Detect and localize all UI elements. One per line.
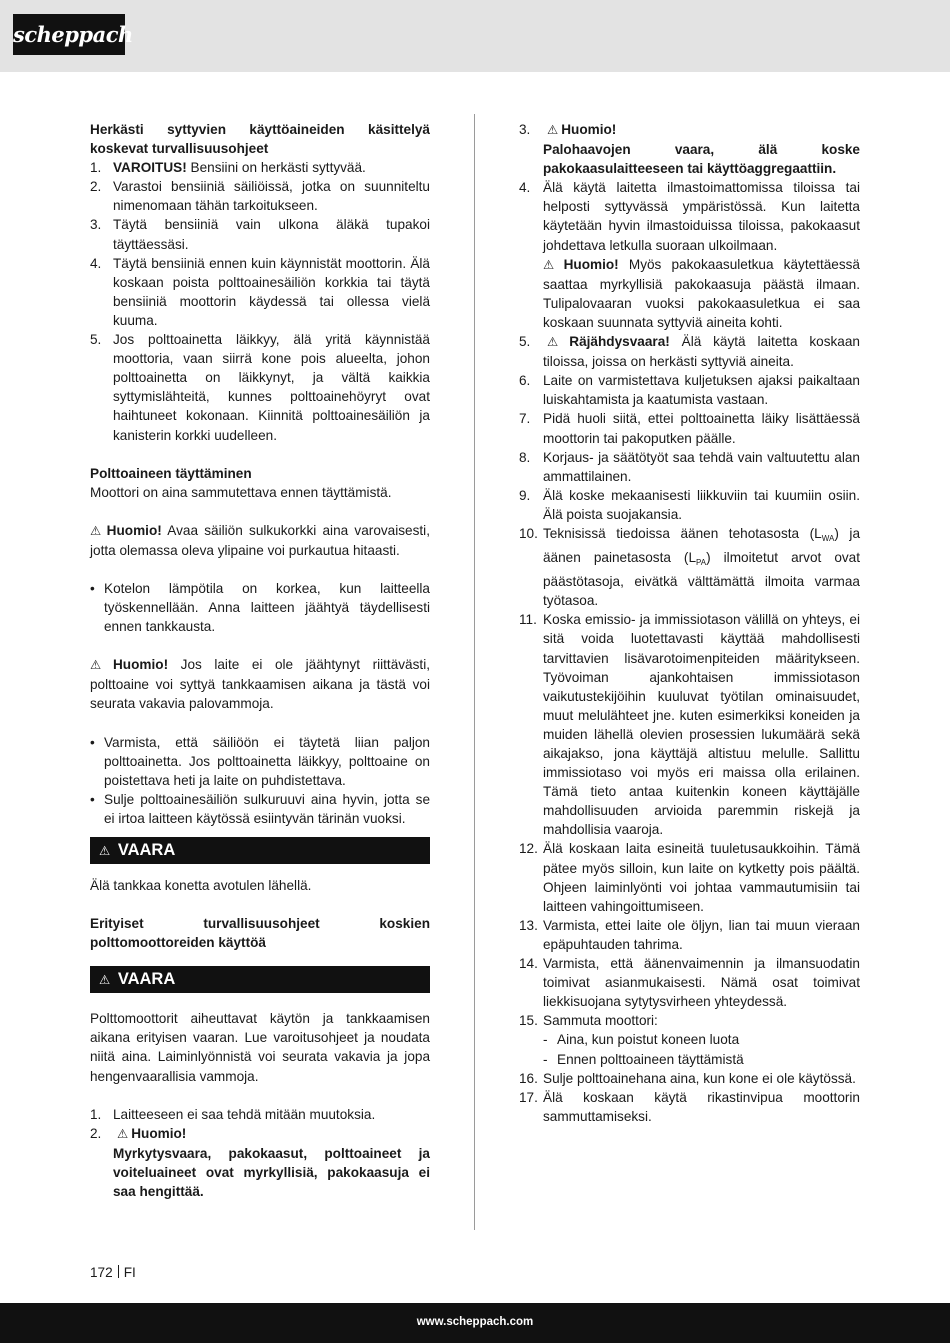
page-separator bbox=[118, 1265, 119, 1278]
danger-label: VAARA bbox=[117, 841, 176, 859]
item-body: Sammuta moottori: bbox=[543, 1013, 658, 1029]
item-text bbox=[543, 524, 860, 610]
list-item bbox=[519, 178, 860, 332]
item-lead: VAROITUS! bbox=[113, 160, 187, 176]
item-number: 12. bbox=[519, 841, 538, 857]
item-text bbox=[543, 120, 860, 178]
bullet-dot-icon: • bbox=[90, 791, 95, 807]
danger-text: Älä tankkaa konetta avotulen lähellä. bbox=[90, 878, 312, 893]
item-number: 13. bbox=[519, 917, 538, 933]
item-number: 4. bbox=[519, 180, 531, 196]
list-item bbox=[519, 1011, 860, 1068]
item-text-part: ) ilmoitetut arvot ovat päästötasoja, eivätkä välttämättä ilmoita varmaa työtasoa. bbox=[543, 550, 861, 609]
list-item bbox=[519, 524, 860, 610]
item-body: Myrkytysvaara, pakokaasut, polttoaineet ja voiteluaineet ovat myrkyllisiä, pakokaasuja ei saa hengittää. bbox=[113, 1145, 430, 1200]
bullet-text: Varmista, että säiliöön ei täytetä liian paljon polttoainetta. Jos polttoainetta läikkyy, polttoaine on poistettava heti ja laite on puhdistettava. bbox=[104, 734, 430, 788]
sub-item bbox=[543, 1050, 860, 1069]
item-number: 11. bbox=[519, 612, 537, 628]
footer-band bbox=[0, 1303, 950, 1343]
item-body-2: Myös pakokaasuletkua käytettäessä saattaa myrkyllisiä pakokaasuja päästä ilmaan. Tulipalovaaran vuoksi pakokaasuletkua ei saa koskaan suunnata syttyviä aineita kohti. bbox=[543, 256, 860, 330]
item-number: 3. bbox=[519, 122, 531, 137]
item-text: Jos polttoainetta läikkyy, älä yritä käynnistää moottoria, vaan siirrä kone pois alueelta, johon polttoainetta on läikkynyt, ja vältä kaikkia syttymislähteitä, kunnes polttoainehöyryt ovat haihtuneet kokonaan. Kiinnitä polttoainesäiliön ja kanisterin korkki uudelleen. bbox=[113, 332, 430, 443]
list-item bbox=[519, 120, 860, 178]
list-item bbox=[90, 330, 430, 445]
item-number: 8. bbox=[519, 449, 531, 465]
item-text: Varmista, ettei laite ole öljyn, lian tai muun vieraan epäpuhtauden tahrima. bbox=[543, 917, 860, 952]
bullet-dot-icon: • bbox=[90, 580, 95, 596]
column-divider bbox=[474, 114, 475, 1230]
item-body: Bensiini on herkästi syttyvää. bbox=[186, 160, 366, 176]
subscript-pa: PA bbox=[696, 558, 707, 568]
warning-paragraph bbox=[90, 655, 430, 713]
item-number: 2. bbox=[90, 179, 102, 195]
item-text: Täytä bensiiniä ennen kuin käynnistät moottorin. Älä koskaan poista polttoainesäiliön korkkia tai täytä bensiiniä moottorin käydessä tai ollessa vielä kuuma. bbox=[113, 255, 430, 328]
bullet-item bbox=[90, 733, 430, 790]
dash-icon: - bbox=[543, 1051, 548, 1067]
item-body: Palohaavojen vaara, älä koske pakokaasulaitteeseen tai käyttöaggregaattiin. bbox=[543, 142, 860, 177]
list-item bbox=[519, 486, 860, 524]
bullet-text: Sulje polttoainesäiliön sulkuruuvi aina hyvin, jotta se ei irtoa laitteen käytössä esiintyvän tärinän vuoksi. bbox=[104, 791, 430, 826]
bullet-dot-icon: • bbox=[90, 734, 95, 750]
item-text: Älä koskaan käytä rikastinvipua moottorin sammuttamiseksi. bbox=[543, 1089, 860, 1124]
list-item bbox=[90, 215, 430, 253]
warning-text: Jos laite ei ole jäähtynyt riittävästi, polttoaine voi syttyä tankkaamisen aikana ja tästä voi seurata vakavia palovammoja. bbox=[90, 657, 430, 712]
warning-triangle-icon: ⚠ bbox=[99, 973, 111, 988]
item-text bbox=[543, 332, 860, 371]
flammable-list bbox=[90, 158, 430, 444]
item-text: Varastoi bensiiniä säiliöissä, jotka on suunniteltu nimenomaan tähän tarkoitukseen. bbox=[113, 179, 430, 214]
bullet-item bbox=[90, 790, 430, 828]
item-text: Laitteeseen ei saa tehdä mitään muutoksia. bbox=[113, 1106, 376, 1122]
item-number: 4. bbox=[90, 255, 102, 271]
item-text-part: Teknisissä tiedoissa äänen tehotasosta (L bbox=[543, 525, 822, 541]
danger-banner bbox=[90, 837, 430, 864]
list-item bbox=[90, 1105, 430, 1124]
danger-banner bbox=[90, 966, 430, 993]
item-body: Älä käytä laitetta koskaan tiloissa, joissa on herkästi syttyviä aineita. bbox=[543, 334, 860, 370]
item-text: Pidä huoli siitä, ettei polttoainetta läiky lisättäessä moottorin tai pakoputken päälle. bbox=[543, 411, 860, 446]
item-text: Koska emissio- ja immissiotason välillä on yhteys, ei sitä voida luotettavasti käyttää mahdollisesti tarvittavien lisävarotoimenpiteiden määritykseen. Työvoiman ajankohtaisen immissiotason vaikutustekijöihin kuuluvat työtilan ominaisuudet, muut melulähteet jne. kuten esimerkiksi koneiden ja muiden lähellä olevien prosessien lukumäärä sekä aikajakso, jona käyttäjä altistuu melulle. Sallittu immissiotaso voi myös eri maissa olla erilainen. Tämä tieto antaa kuitenkin koneen käyttäjälle mahdollisuuden arvioida paremmin riskejä ja mahdollisia vaaroja. bbox=[543, 612, 860, 838]
warning-lead: Huomio! bbox=[112, 657, 169, 673]
item-number: 3. bbox=[90, 217, 102, 233]
item-text bbox=[543, 1011, 860, 1068]
item-number: 7. bbox=[519, 411, 531, 427]
warning-triangle-icon: ⚠ bbox=[543, 257, 561, 272]
item-text: Korjaus- ja säätötyöt saa tehdä vain valtuutettu alan ammattilainen. bbox=[543, 449, 860, 484]
item-number: 10. bbox=[519, 525, 538, 541]
list-item bbox=[90, 254, 430, 330]
section-title-combustion: Erityiset turvallisuusohjeet koskien polttomoottoreiden käyttöä bbox=[90, 916, 430, 951]
item-number: 6. bbox=[519, 373, 531, 389]
item-text: Varmista, että äänenvaimennin ja ilmansuodatin toimivat asianmukaisesti. Nämä osat toimivat liekkisuojana sytytysvirheen yhteydessä. bbox=[543, 956, 860, 1010]
item-number: 9. bbox=[519, 487, 531, 503]
page-number bbox=[90, 1265, 136, 1280]
item-number: 1. bbox=[90, 160, 102, 176]
warning-triangle-icon: ⚠ bbox=[547, 123, 559, 137]
item-number: 5. bbox=[90, 332, 102, 348]
item-number: 1. bbox=[90, 1106, 102, 1122]
item-number: 2. bbox=[90, 1125, 102, 1141]
header-band bbox=[0, 0, 950, 72]
item-text bbox=[543, 178, 860, 332]
item-number: 15. bbox=[519, 1013, 538, 1029]
item-number: 16. bbox=[519, 1070, 538, 1086]
scheppach-logo: scheppach bbox=[13, 14, 125, 55]
item-lead: Huomio! bbox=[563, 256, 619, 272]
sub-item-text: Aina, kun poistut koneen luota bbox=[557, 1032, 740, 1048]
page-number-value: 172 bbox=[90, 1265, 113, 1280]
warning-triangle-icon: ⚠ bbox=[547, 335, 567, 350]
warning-text: Avaa säiliön sulkukorkki aina varovaisesti, jotta olemassa oleva ylipaine voi purkautua hitaasti. bbox=[90, 522, 430, 558]
item-text bbox=[113, 1124, 430, 1201]
list-item bbox=[519, 916, 860, 954]
bullet-text: Kotelon lämpötila on korkea, kun laitteella työskennellään. Anna laitteen jäähtyä täydellisesti ennen tankkausta. bbox=[104, 580, 430, 635]
list-item bbox=[519, 1088, 860, 1126]
list-item bbox=[519, 371, 860, 409]
list-item bbox=[90, 177, 430, 215]
warning-triangle-icon: ⚠ bbox=[99, 844, 111, 858]
item-number: 14. bbox=[519, 956, 538, 972]
danger-text: Polttomoottorit aiheuttavat käytön ja tankkaamisen aikana erityisen vaaran. Lue varoitusohjeet ja noudata niitä aina. Laiminlyönnistä voi seurata vakavia ja jopa hengenvaarallisia vammoja. bbox=[90, 1011, 430, 1084]
warning-paragraph bbox=[90, 521, 430, 560]
section-title-flammable: Herkästi syttyvien käyttöaineiden käsittelyä koskevat turvallisuusohjeet bbox=[90, 122, 430, 157]
danger-label: VAARA bbox=[117, 970, 176, 989]
item-text: Täytä bensiiniä vain ulkona äläkä tupakoi täyttäessäsi. bbox=[113, 217, 430, 252]
list-item bbox=[519, 332, 860, 371]
warning-triangle-icon: ⚠ bbox=[90, 523, 104, 538]
item-number: 5. bbox=[519, 334, 531, 350]
right-column bbox=[519, 120, 860, 1126]
item-lead: Huomio! bbox=[561, 122, 617, 137]
list-item bbox=[519, 448, 860, 486]
warning-triangle-icon: ⚠ bbox=[117, 1126, 129, 1141]
list-item bbox=[519, 409, 860, 447]
sub-item bbox=[543, 1030, 860, 1049]
bullet-item bbox=[90, 579, 430, 636]
left-column bbox=[90, 120, 430, 1201]
list-item bbox=[519, 1069, 860, 1088]
warning-triangle-icon: ⚠ bbox=[90, 658, 110, 673]
item-number: 17. bbox=[519, 1089, 538, 1105]
item-text: Sulje polttoainehana aina, kun kone ei ole käytössä. bbox=[543, 1070, 856, 1086]
section-title-refueling: Polttoaineen täyttäminen bbox=[90, 465, 252, 481]
subscript-wa: WA bbox=[821, 533, 835, 543]
website-link[interactable]: www.scheppach.com bbox=[416, 1316, 534, 1328]
item-lead: Huomio! bbox=[131, 1125, 187, 1141]
item-text-part: ) ja äänen painetasosta (L bbox=[543, 525, 861, 566]
language-code: FI bbox=[123, 1265, 136, 1280]
refueling-text: Moottori on aina sammutettava ennen täyttämistä. bbox=[90, 484, 392, 500]
list-item bbox=[90, 158, 430, 177]
list-item bbox=[519, 954, 860, 1011]
warning-lead: Huomio! bbox=[106, 522, 162, 538]
dash-icon: - bbox=[543, 1032, 548, 1048]
list-item bbox=[519, 610, 860, 839]
item-body: Älä käytä laitetta ilmastoimattomissa tiloissa tai helposti syttyvässä ympäristössä. Kun laitetta käytetään hyvin ilmastoiduissa tiloissa, pakokaasut johdettava letkulla suoraan ulkoilmaan. bbox=[543, 180, 860, 253]
item-text bbox=[113, 158, 430, 177]
list-item bbox=[90, 1124, 430, 1201]
list-item bbox=[519, 839, 860, 915]
item-text: Älä koskaan laita esineitä tuuletusaukkoihin. Tämä pätee myös silloin, kun laite on kytketty pois päältä. Ohjeen laiminlyönti voi johtaa vammautumisiin tai laitteen vahingoittumiseen. bbox=[543, 841, 860, 914]
item-text: Laite on varmistettava kuljetuksen ajaksi paikaltaan luiskahtamista ja kaatumista vastaan. bbox=[543, 373, 860, 408]
item-lead: Räjähdysvaara! bbox=[569, 334, 670, 350]
item-text: Älä koske mekaanisesti liikkuviin tai kuumiin osiin. Älä poista suojakansia. bbox=[543, 487, 860, 522]
sub-item-text: Ennen polttoaineen täyttämistä bbox=[557, 1051, 744, 1067]
